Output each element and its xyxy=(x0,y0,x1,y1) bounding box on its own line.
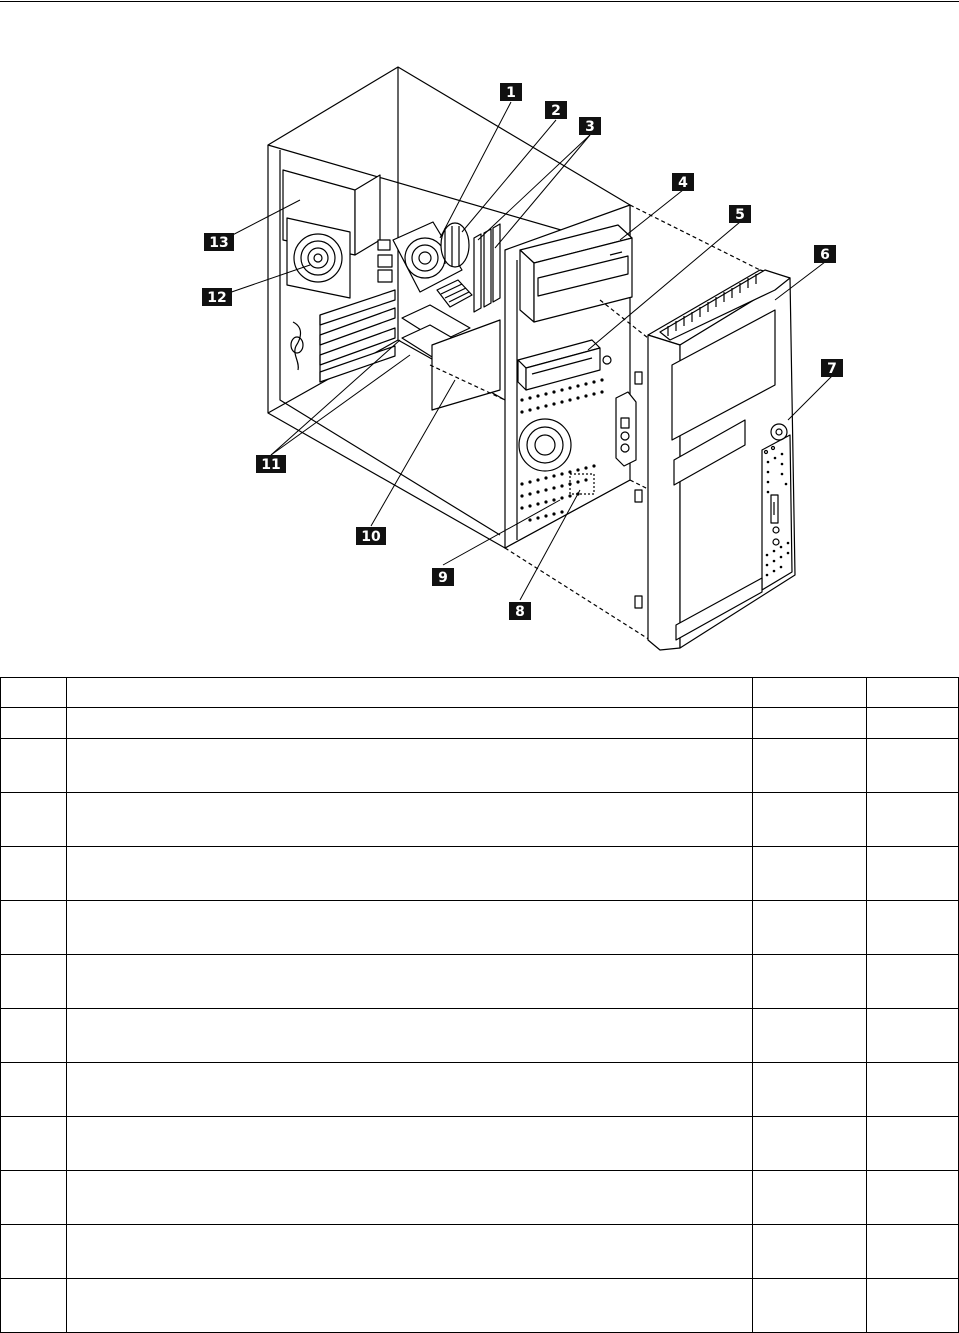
callout-8 xyxy=(509,602,531,620)
table-row xyxy=(1,955,959,1009)
callout-label: 5 xyxy=(735,207,745,223)
callout-7 xyxy=(821,359,843,377)
table-row xyxy=(1,793,959,847)
header-cru-id xyxy=(753,678,867,708)
table-cell xyxy=(67,955,753,1009)
callout-4 xyxy=(672,173,694,191)
table-cell xyxy=(867,955,959,1009)
table-row xyxy=(1,1009,959,1063)
table-row xyxy=(1,1225,959,1279)
table-cell xyxy=(753,708,867,739)
header-index xyxy=(1,678,67,708)
callout-label: 11 xyxy=(261,457,281,473)
table-cell xyxy=(867,1117,959,1171)
table-cell xyxy=(753,901,867,955)
table-row xyxy=(1,708,959,739)
table-cell xyxy=(753,1171,867,1225)
board-connectors xyxy=(378,240,392,282)
callout-5 xyxy=(729,205,751,223)
table-cell xyxy=(67,847,753,901)
callout-label: 10 xyxy=(361,529,381,545)
callout-label: 7 xyxy=(827,361,837,377)
table-cell xyxy=(1,847,67,901)
callout-10 xyxy=(356,527,386,545)
callout-13 xyxy=(204,233,234,251)
callout-6 xyxy=(814,245,836,263)
table-cell xyxy=(1,955,67,1009)
table-header-row xyxy=(1,678,959,708)
table-cell xyxy=(867,1063,959,1117)
table-cell xyxy=(1,1063,67,1117)
table-cell xyxy=(753,955,867,1009)
table-cell xyxy=(67,1171,753,1225)
table-cell xyxy=(1,1171,67,1225)
table-cell xyxy=(753,1063,867,1117)
callout-label: 1 xyxy=(506,85,516,101)
callout-3 xyxy=(579,117,601,135)
table-cell xyxy=(867,793,959,847)
table-cell xyxy=(867,1225,959,1279)
rear-fan xyxy=(287,218,350,298)
table-cell xyxy=(867,847,959,901)
table-cell xyxy=(67,708,753,739)
callout-11 xyxy=(256,455,286,473)
table-cell xyxy=(1,901,67,955)
table-cell xyxy=(753,1117,867,1171)
table-cell xyxy=(1,1279,67,1333)
table-cell xyxy=(1,1009,67,1063)
callout-9 xyxy=(432,568,454,586)
table-cell xyxy=(67,1063,753,1117)
front-io xyxy=(616,392,636,466)
callout-1 xyxy=(500,83,522,101)
drive-cage xyxy=(402,305,500,410)
table-cell xyxy=(67,901,753,955)
table-cell xyxy=(867,901,959,955)
callout-label: 2 xyxy=(551,103,561,119)
callout-12 xyxy=(202,288,232,306)
table-cell xyxy=(1,793,67,847)
table-row xyxy=(1,1171,959,1225)
table-cell xyxy=(867,739,959,793)
table-cell xyxy=(753,793,867,847)
callout-label: 6 xyxy=(820,247,830,263)
table-row xyxy=(1,1117,959,1171)
table-cell xyxy=(67,1225,753,1279)
table-row xyxy=(1,901,959,955)
table-cell xyxy=(867,1171,959,1225)
table-cell xyxy=(67,1009,753,1063)
callout-label: 3 xyxy=(585,119,595,135)
callout-label: 13 xyxy=(209,235,229,251)
callout-label: 9 xyxy=(438,570,448,586)
table-cell xyxy=(753,847,867,901)
computer-exploded-diagram xyxy=(0,0,959,660)
table-row xyxy=(1,739,959,793)
table-cell xyxy=(67,739,753,793)
table-cell xyxy=(753,1279,867,1333)
front-bezel xyxy=(635,270,795,650)
table-cell xyxy=(67,1117,753,1171)
memory-modules xyxy=(474,224,500,312)
header-fru-no xyxy=(867,678,959,708)
table-cell xyxy=(753,739,867,793)
chipset xyxy=(437,280,472,307)
table-cell xyxy=(753,1225,867,1279)
table-row xyxy=(1,1279,959,1333)
callout-label: 12 xyxy=(207,290,227,306)
table-cell xyxy=(1,1225,67,1279)
table-cell xyxy=(867,1009,959,1063)
parts-table xyxy=(0,677,959,1333)
table-cell xyxy=(1,739,67,793)
table-cell xyxy=(867,1279,959,1333)
table-cell xyxy=(67,793,753,847)
table-row xyxy=(1,847,959,901)
callout-label: 4 xyxy=(678,175,688,191)
expansion-slots xyxy=(320,290,395,382)
table-cell xyxy=(753,1009,867,1063)
table-cell xyxy=(867,708,959,739)
table-cell xyxy=(1,1117,67,1171)
table-cell xyxy=(1,708,67,739)
callout-2 xyxy=(545,101,567,119)
header-description xyxy=(67,678,753,708)
callout-label: 8 xyxy=(515,604,525,620)
table-cell xyxy=(67,1279,753,1333)
table-row xyxy=(1,1063,959,1117)
